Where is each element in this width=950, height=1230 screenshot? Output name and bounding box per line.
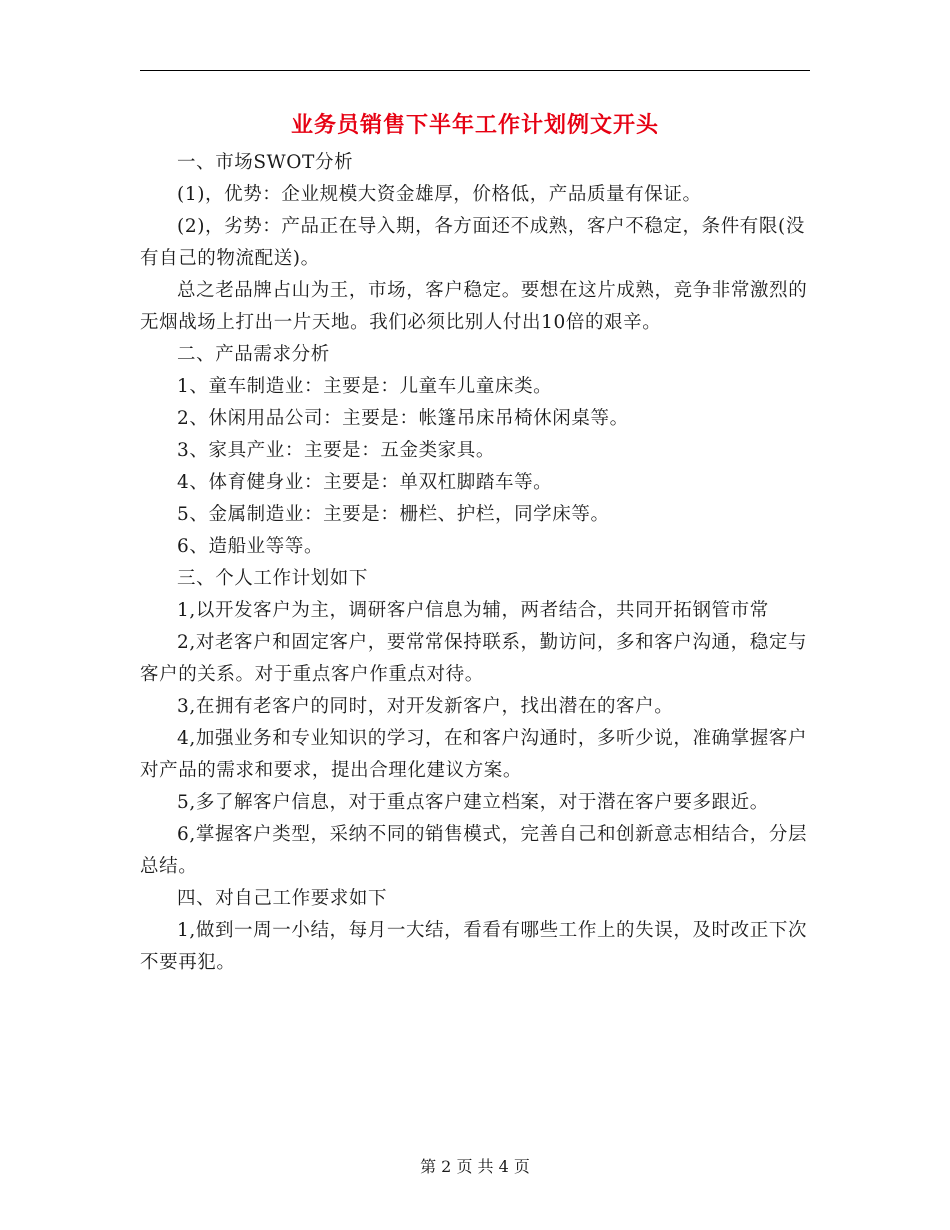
paragraph-summary: 总之老品牌占山为王，市场，客户稳定。要想在这片成熟，竞争非常激烈的无烟战场上打出一片天地。我们必须比别人付出10倍的艰辛。 [140,280,808,333]
section-heading-plan: 三、个人工作计划如下 [177,568,369,589]
list-item-demand-4: 4、体育健身业：主要是：单双杠脚踏车等。 [177,472,553,493]
list-item-plan-3: 3,在拥有老客户的同时，对开发新客户，找出潜在的客户。 [177,696,674,717]
list-item-demand-5: 5、金属制造业：主要是：栅栏、护栏，同学床等。 [177,504,610,525]
paragraph-strengths: (1)，优势：企业规模大资金雄厚，价格低，产品质量有保证。 [177,184,702,205]
list-item-plan-5: 5,多了解客户信息，对于重点客户建立档案，对于潜在客户要多跟近。 [177,792,769,813]
document-title: 业务员销售下半年工作计划例文开头 [290,113,659,138]
list-item-plan-1: 1,以开发客户为主，调研客户信息为辅，两者结合，共同开拓钢管市常 [177,600,769,621]
list-item-demand-3: 3、家具产业：主要是：五金类家具。 [177,440,495,461]
list-item-demand-6: 6、造船业等等。 [177,536,324,557]
page-footer: 第 2 页 共 4 页 [420,1157,530,1176]
paragraph-weaknesses: (2)，劣势：产品正在导入期，各方面还不成熟，客户不稳定，条件有限(没有自己的物流配送)。 [140,216,805,269]
header-rule [140,70,810,71]
section-heading-requirements: 四、对自己工作要求如下 [177,888,388,909]
list-item-demand-1: 1、童车制造业：主要是：儿童车儿童床类。 [177,376,553,397]
section-heading-demand: 二、产品需求分析 [177,344,330,365]
document-body [140,147,812,979]
list-item-demand-2: 2、休闲用品公司：主要是：帐篷吊床吊椅休闲桌等。 [177,408,629,429]
section-heading-swot: 一、市场SWOT分析 [177,152,354,173]
list-item-plan-6: 6,掌握客户类型，采纳不同的销售模式，完善自己和创新意志相结合，分层总结。 [140,824,808,877]
list-item-plan-4: 4,加强业务和专业知识的学习，在和客户沟通时，多听少说，准确掌握客户对产品的需求和要求，提出合理化建议方案。 [140,728,808,781]
list-item-requirement-1: 1,做到一周一小结，每月一大结，看看有哪些工作上的失误，及时改正下次不要再犯。 [140,920,808,973]
list-item-plan-2: 2,对老客户和固定客户，要常常保持联系，勤访问，多和客户沟通，稳定与客户的关系。对于重点客户作重点对待。 [140,632,808,685]
